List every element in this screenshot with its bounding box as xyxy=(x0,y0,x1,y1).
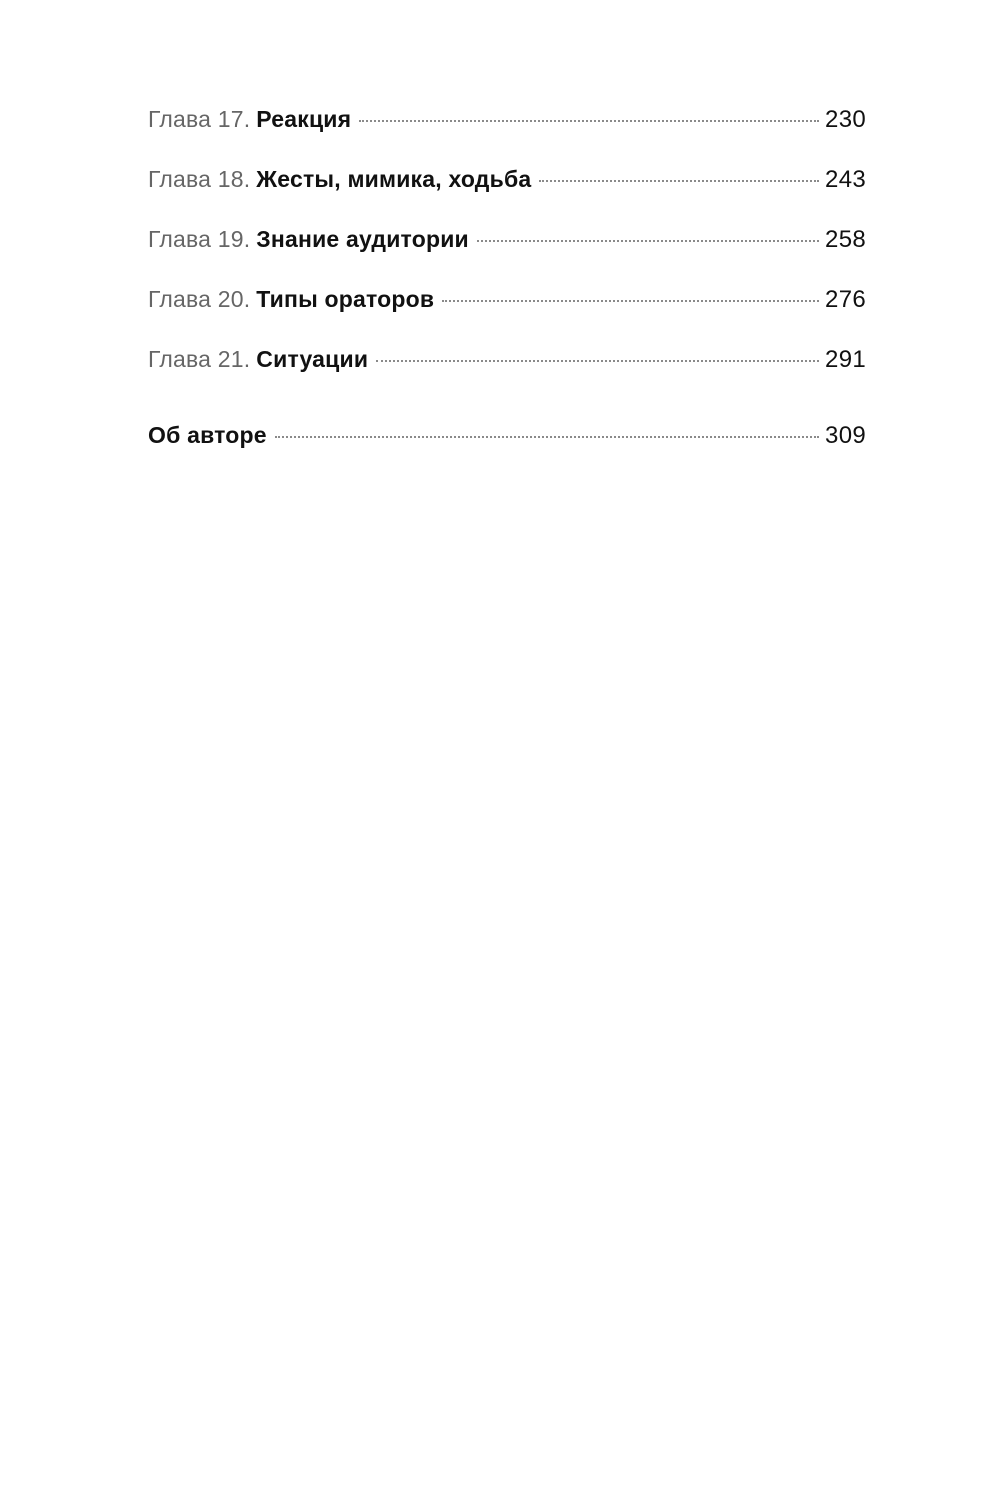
chapter-title: Знание аудитории xyxy=(256,226,469,252)
dot-leader xyxy=(275,436,819,438)
dot-leader xyxy=(359,120,819,122)
toc-entry-about-author[interactable] xyxy=(148,420,866,450)
dot-leader xyxy=(539,180,819,182)
chapter-title: Жесты, мимика, ходьба xyxy=(256,166,532,192)
section-title: Об авторе xyxy=(148,422,267,448)
toc-entry-chapter-20[interactable] xyxy=(148,284,866,314)
chapter-title: Типы ораторов xyxy=(256,286,435,312)
table-of-contents xyxy=(148,104,866,450)
chapter-number: Глава 19. xyxy=(148,226,251,252)
chapter-number: Глава 18. xyxy=(148,166,251,192)
chapter-title: Ситуации xyxy=(256,346,369,372)
toc-entry-chapter-17[interactable] xyxy=(148,104,866,134)
chapter-title: Реакция xyxy=(256,106,352,132)
dot-leader xyxy=(477,240,819,242)
dot-leader xyxy=(376,360,819,362)
chapter-number: Глава 21. xyxy=(148,346,251,372)
toc-entry-chapter-19[interactable] xyxy=(148,224,866,254)
page-number: 309 xyxy=(825,422,866,449)
toc-entry-chapter-21[interactable] xyxy=(148,344,866,374)
page-number: 291 xyxy=(825,346,866,373)
chapter-number: Глава 20. xyxy=(148,286,251,312)
page-number: 258 xyxy=(825,226,866,253)
chapter-number: Глава 17. xyxy=(148,106,251,132)
page-number: 276 xyxy=(825,286,866,313)
page-number: 230 xyxy=(825,106,866,133)
toc-entry-chapter-18[interactable] xyxy=(148,164,866,194)
dot-leader xyxy=(442,300,819,302)
page-number: 243 xyxy=(825,166,866,193)
